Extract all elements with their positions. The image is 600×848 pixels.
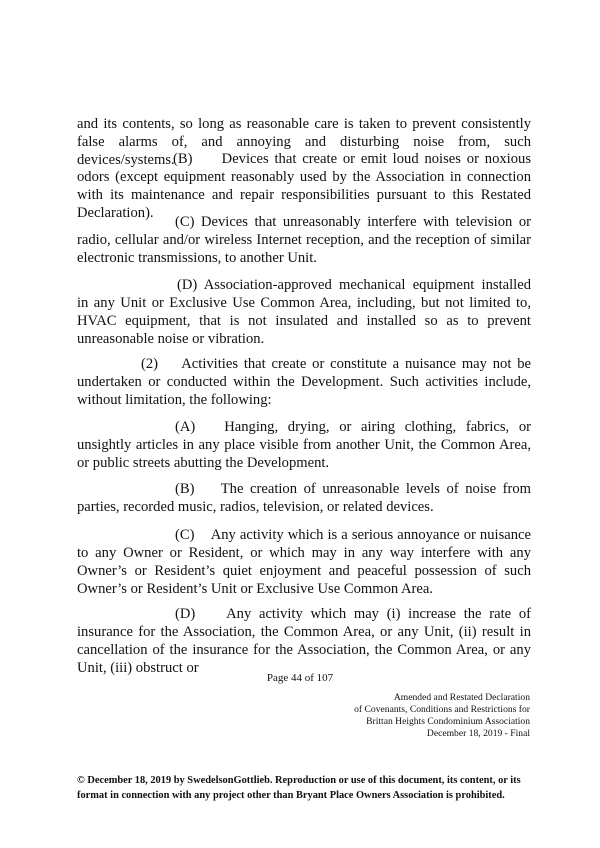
paragraph-b-devices: (B) Devices that create or emit loud noises or noxious odors (except equipment reasonably used by the Association in connection with its maintenance and repair responsibilities pursuant to this Restated Declaration). (77, 151, 531, 221)
paragraph-c-annoyance: (C) Any activity which is a serious annoyance or nuisance to any Owner or Resident, or which may in any way interfere with any Owner’s or Resident’s quiet enjoyment and peaceful possession of such Owner’s or Resident’s Unit or Exclusive Use Common Area. (77, 527, 531, 597)
footer-line: December 18, 2019 - Final (426, 728, 530, 739)
footer-line: of Covenants, Conditions and Restrictions for (354, 704, 530, 715)
footer-line: Amended and Restated Declaration (393, 692, 530, 703)
paragraph-continuation: and its contents, so long as reasonable care is taken to prevent consistently false alarms of, and annoying and disturbing noise from, such devices/systems. (77, 116, 531, 168)
paragraph-2-activities: (2) Activities that create or constitute a nuisance may not be undertaken or conducted within the Development. Such activities include, without limitation, the following: (77, 356, 531, 408)
paragraph-c-devices: (C) Devices that unreasonably interfere with television or radio, cellular and/or wireless Internet reception, and the reception of similar electronic transmissions, to another Unit. (77, 214, 531, 266)
paragraph-b-noise: (B) The creation of unreasonable levels of noise from parties, recorded music, radios, television, or related devices. (77, 481, 531, 515)
paragraph-a-hanging: (A) Hanging, drying, or airing clothing, fabrics, or unsightly articles in any place visible from another Unit, the Common Area, or public streets abutting the Development. (77, 419, 531, 471)
footer-line: Brittan Heights Condominium Association (366, 716, 530, 727)
paragraph-d-equipment: (D) Association-approved mechanical equipment installed in any Unit or Exclusive Use Common Area, including, but not limited to, HVAC equipment, that is not insulated and installed so as to prevent unreasonable noise or vibration. (77, 277, 531, 347)
paragraph-d-insurance: (D) Any activity which may (i) increase the rate of insurance for the Association, the Common Area, or any Unit, (ii) result in cancellation of the insurance for the Association, the Common Area, or any Unit, (iii) obstruct or (77, 606, 531, 676)
page-number: Page 44 of 107 (266, 672, 334, 684)
copyright-notice: © December 18, 2019 by SwedelsonGottlieb. Reproduction or use of this document, its content, or its format in connection with any project other than Bryant Place Owners Association is prohibited. (77, 775, 521, 801)
footer-title-block (354, 692, 530, 740)
